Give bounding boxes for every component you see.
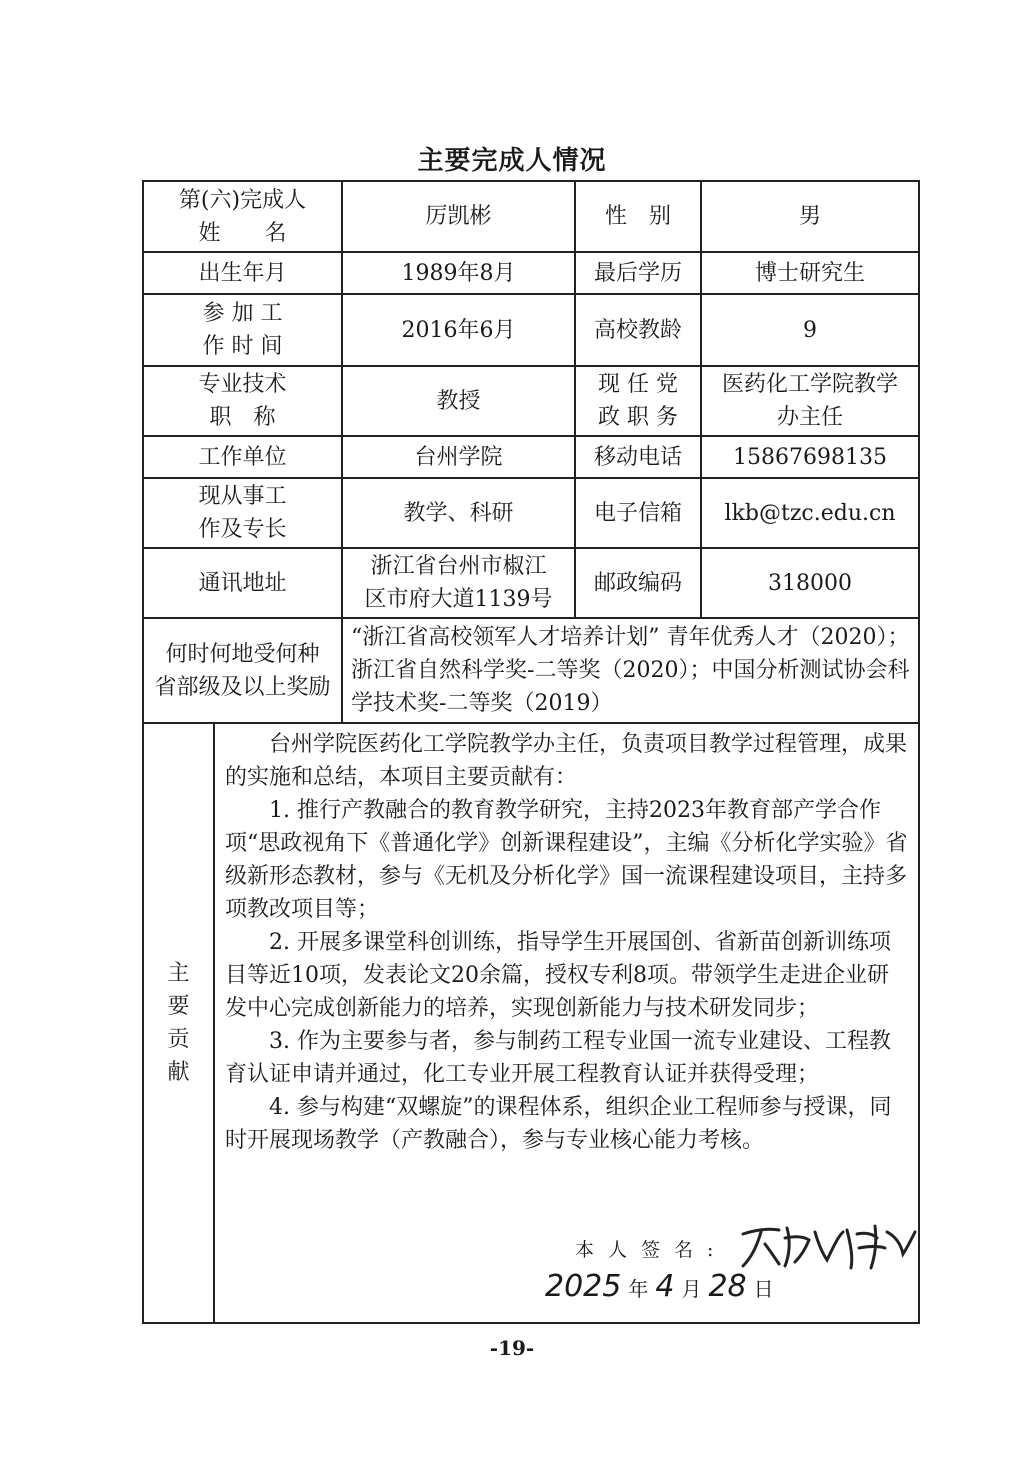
teaching-years-value: 9 <box>701 294 919 366</box>
personnel-form-table <box>142 180 920 1324</box>
row-awards <box>143 618 919 723</box>
contrib-char: 贡 <box>167 1027 190 1052</box>
address-value <box>342 548 575 618</box>
label-phone: 移动电话 <box>575 436 701 478</box>
contribution-paragraph: 台州学院医药化工学院教学办主任，负责项目教学过程管理，成果的实施和总结，本项目主要贡献有： <box>225 732 908 790</box>
row-name <box>143 181 919 252</box>
post-value-2: 办主任 <box>777 405 844 430</box>
label-unit: 工作单位 <box>143 436 342 478</box>
date-day: 28 <box>708 1269 747 1304</box>
label-contribution <box>143 723 214 1323</box>
address-value-2: 区市府大道1139号 <box>364 587 553 612</box>
label-gender: 性 别 <box>575 181 701 252</box>
label-title <box>143 366 342 436</box>
label-teaching-years: 高校教龄 <box>575 294 701 366</box>
phone-value: 15867698135 <box>701 436 919 478</box>
handwritten-signature <box>735 1212 925 1272</box>
contribution-paragraph: 2. 开展多课堂科创训练，指导学生开展国创、省新苗创新训练项目等近10项，发表论文20余篇，授权专利8项。带领学生走进企业研发中心完成创新能力的培养，实现创新能力与技术研发同步； <box>225 930 891 1021</box>
label-birth: 出生年月 <box>143 252 342 294</box>
label-post <box>575 366 701 436</box>
label-awards <box>143 618 342 723</box>
row-unit <box>143 436 919 478</box>
row-address <box>143 548 919 618</box>
label-post-2: 政 职 务 <box>598 405 679 430</box>
contribution-paragraph: 3. 作为主要参与者，参与制药工程专业国一流专业建设、工程教育认证申请并通过，化工专业开展工程教育认证并获得受理； <box>225 1029 891 1087</box>
label-awards-2: 省部级及以上奖励 <box>154 674 331 700</box>
page-number: -19- <box>489 1336 535 1360</box>
page-title: 主要完成人情况 <box>417 146 607 176</box>
post-value <box>701 366 919 436</box>
signature-date <box>545 1270 774 1306</box>
contribution-paragraph: 4. 参与构建“双螺旋”的课程体系，组织企业工程师参与授课，同时开展现场教学（产教融合），参与专业核心能力考核。 <box>225 1095 892 1153</box>
signature-label: 本人签名: <box>575 1239 728 1261</box>
contrib-char: 要 <box>167 994 190 1019</box>
row-title <box>143 366 919 436</box>
label-rank: 第(六)完成人 <box>178 187 307 213</box>
contribution-paragraph: 1. 推行产教融合的教育教学研究，主持2023年教育部产学合作项“思政视角下《普通化学》创新课程建设”，主编《分析化学实验》省级新形态教材，参与《无机及分析化学》国一流课程建设项目，主持多项教改项目等； <box>225 798 908 922</box>
contrib-char: 主 <box>167 961 190 986</box>
contrib-char: 献 <box>167 1060 190 1085</box>
label-title-2: 职 称 <box>209 405 276 430</box>
specialty-value: 教学、科研 <box>342 478 575 548</box>
row-contribution <box>143 723 919 1323</box>
name-value: 厉凯彬 <box>342 181 575 252</box>
label-name: 姓 名 <box>198 220 287 246</box>
unit-value: 台州学院 <box>342 436 575 478</box>
label-work-start-1: 参 加 工 <box>202 301 283 326</box>
label-specialty <box>143 478 342 548</box>
label-awards-1: 何时何地受何种 <box>165 641 320 667</box>
email-value: lkb@tzc.edu.cn <box>701 478 919 548</box>
contribution-body <box>214 723 919 1323</box>
label-work-start-2: 作 时 间 <box>202 334 283 359</box>
gender-value: 男 <box>701 181 919 252</box>
date-day-char: 日 <box>753 1277 774 1301</box>
label-specialty-1: 现从事工 <box>198 484 287 509</box>
label-postcode: 邮政编码 <box>575 548 701 618</box>
date-month-char: 月 <box>681 1277 702 1301</box>
date-year-char: 年 <box>628 1277 649 1301</box>
label-title-1: 专业技术 <box>198 372 287 397</box>
title-value: 教授 <box>342 366 575 436</box>
label-degree: 最后学历 <box>575 252 701 294</box>
post-value-1: 医药化工学院教学 <box>722 372 899 397</box>
label-specialty-2: 作及专长 <box>198 517 287 542</box>
label-rank-name <box>143 181 342 252</box>
degree-value: 博士研究生 <box>701 252 919 294</box>
date-month: 4 <box>655 1269 675 1304</box>
row-specialty <box>143 478 919 548</box>
date-year: 2025 <box>545 1269 622 1304</box>
postcode-value: 318000 <box>701 548 919 618</box>
awards-value: “浙江省高校领军人才培养计划” 青年优秀人才（2020）；浙江省自然科学奖-二等奖（2020）；中国分析测试协会科学技术奖-二等奖（2019） <box>342 618 919 723</box>
address-value-1: 浙江省台州市椒江 <box>370 554 547 579</box>
row-work-start <box>143 294 919 366</box>
label-post-1: 现 任 党 <box>598 372 679 397</box>
birth-value: 1989年8月 <box>342 252 575 294</box>
work-start-value: 2016年6月 <box>342 294 575 366</box>
label-work-start <box>143 294 342 366</box>
label-email: 电子信箱 <box>575 478 701 548</box>
label-address: 通讯地址 <box>143 548 342 618</box>
row-birth <box>143 252 919 294</box>
